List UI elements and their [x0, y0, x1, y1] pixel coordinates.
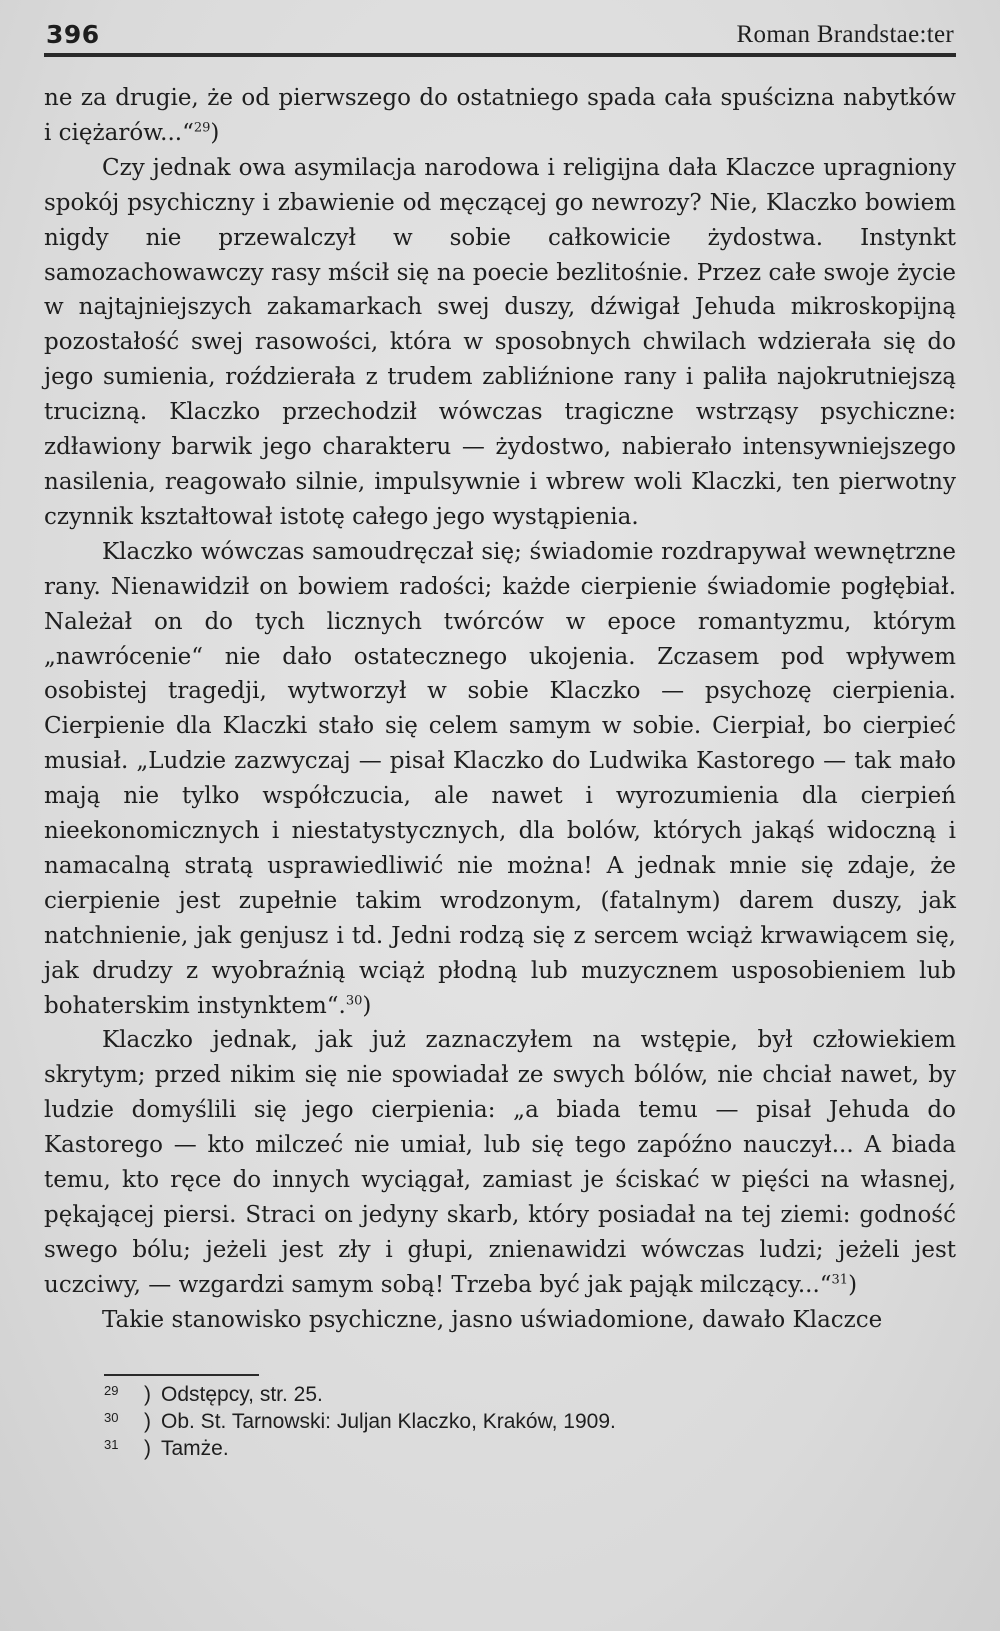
footnote: 31 ) Tamże. [104, 1436, 956, 1463]
page-number: 396 [46, 20, 100, 49]
footnote-ref: 31 [831, 1272, 849, 1288]
footnote-text: Odstępcy, str. 25. [161, 1382, 323, 1406]
footnotes [104, 1382, 956, 1463]
paragraph: ne za drugie, że od pierwszego do ostatniego spada cała spuścizna nabytków i ciężarów...“$^{29}$) [44, 85, 956, 146]
footnote-number: 31 [104, 1436, 119, 1452]
page-header [44, 20, 956, 57]
footnote-number: 30 [104, 1409, 119, 1425]
footnote-ref: 29 [193, 120, 211, 136]
paragraph: Klaczko wówczas samoudręczał się; świadomie rozdrapywał wewnętrzne rany. Nienawidził on bowiem radości; każde cierpienie świadomie pogłębiał. Należał on do tych licznych twórców w epoce romantyzmu, którym „nawrócenie“ nie dało ostatecznego ukojenia. Zczasem pod wpływem osobistej tragedji, wytworzył w sobie Klaczko — psychozę cierpienia. Cierpienie dla Klaczki stało się celem samym w sobie. Cierpiał, bo cierpieć musiał. „Ludzie zazwyczaj — pisał Klaczko do Ludwika Kastorego — tak mało mają nie tylko współczucia, ale nawet i wyrozumienia dla cierpień nieekonomicznych i niestatystycznych, dla bolów, których jakąś widoczną i namacalną stratą usprawiedliwić nie można! A jednak mnie się zdaje, że cierpienie jest zupełnie takim wrodzonym, (fatalnym) darem duszy, jak natchnienie, jak genjusz i td. Jedni rodzą się z sercem wciąż krwawiącem się, jak drudzy z wyobraźnią wciąż płodną lub muzycznem usposobieniem lub bohaterskim instynktem“.$^{30}$) [44, 538, 956, 1019]
paragraph: Klaczko jednak, jak już zaznaczyłem na wstępie, był człowiekiem skrytym; przed nikim się nie spowiadał ze swych bólów, nie chciał nawet, by ludzie domyślili się jego cierpienia: „a biada temu — pisał Jehuda do Kastorego — kto milczeć nie umiał, lub się tego zapóźno nauczył... A biada temu, kto ręce do innych wyciągał, zamiast je ściskać w pięści na własnej, pękającej piersi. Straci on jedyny skarb, który posiadał na tej ziemi: godność swego bólu; jeżeli jest zły i głupi, znienawidzi wówczas ludzi; jeżeli jest uczciwy, — wzgardzi samym sobą! Trzeba być jak pająk milczący...“$^{31}$) [44, 1027, 956, 1298]
running-head: Roman Brandstae:ter [736, 21, 954, 48]
footnote-text: Ob. St. Tarnowski: Juljan Klaczko, Kraków, 1909. [161, 1409, 616, 1433]
footnote: 29 ) Odstępcy, str. 25. [104, 1382, 956, 1409]
footnote-divider [104, 1374, 259, 1376]
paragraph: Takie stanowisko psychiczne, jasno uświadomione, dawało Klaczce [102, 1306, 883, 1333]
footnote-ref: 30 [345, 992, 363, 1008]
footnote-number: 29 [104, 1382, 119, 1398]
paragraph: Czy jednak owa asymilacja narodowa i religijna dała Klaczce upragniony spokój psychiczny i zbawienie od męczącej go newrozy? Nie, Klaczko bowiem nigdy nie przewalczył w sobie całkowicie żydostwa. Instynkt samozachowawczy rasy mścił się na poecie bezlitośnie. Przez całe swoje życie w najtajniejszych zakamarkach swej duszy, dźwigał Jehuda mikroskopijną pozostałość swej rasowości, która w sposobnych chwilach wdzierała się do jego sumienia, roździerała z trudem zabliźnione rany i paliła najokrutniejszą trucizną. Klaczko przechodził wówczas tragiczne wstrząsy psychiczne: zdławiony barwik jego charakteru — żydostwo, nabierało intensywniejszego nasilenia, reagowało silnie, impulsywnie i wbrew woli Klaczki, ten pierwotny czynnik kształtował istotę całego jego wystąpienia. [44, 154, 956, 530]
body-text [44, 81, 956, 1338]
footnote: 30 ) Ob. St. Tarnowski: Juljan Klaczko, Kraków, 1909. [104, 1409, 956, 1436]
footnote-text: Tamże. [161, 1436, 229, 1460]
